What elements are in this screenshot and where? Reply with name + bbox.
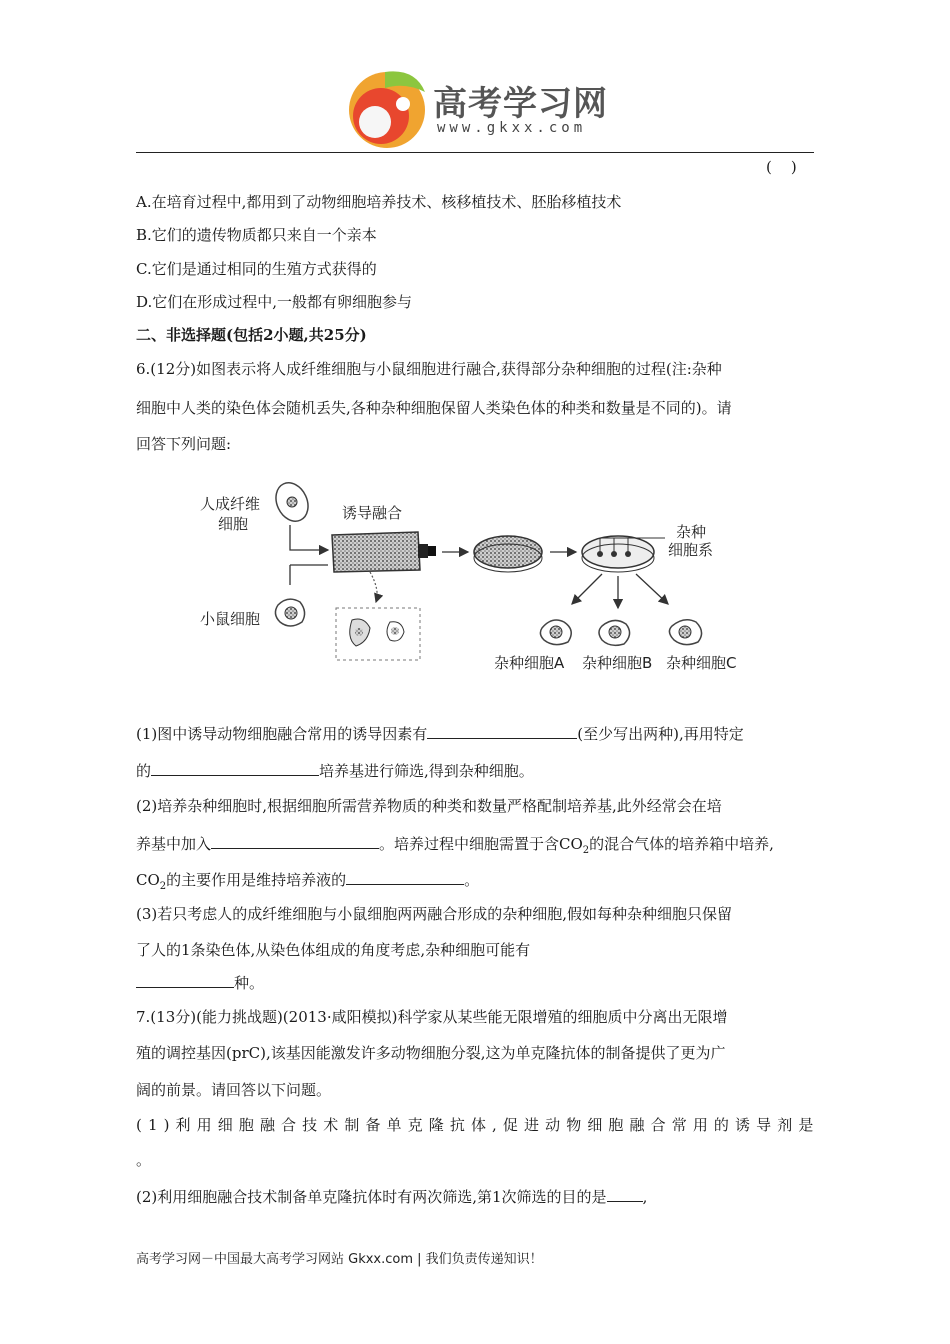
q6-part1-text-c: 的 (136, 762, 152, 780)
q6-part3-text-c: 种。 (234, 974, 265, 992)
q6-part2-line1: (2)培养杂种细胞时,根据细胞所需营养物质的种类和数量严格配制培养基,此外经常会在培 (136, 797, 722, 815)
label-hybrid-line-1: 杂种 (676, 523, 707, 541)
q7-part2-text: (2)利用细胞融合技术制备单克隆抗体时有两次筛选,第1次筛选的目的是 (136, 1188, 607, 1206)
q6-part2-line2 (136, 834, 774, 861)
label-hybrid-cell-c: 杂种细胞C (666, 654, 737, 672)
hybrid-cell-line-dish-icon (582, 536, 665, 572)
answer-blank[interactable] (136, 973, 234, 988)
answer-blank[interactable] (427, 724, 577, 739)
answer-parentheses: ( ) (766, 158, 797, 176)
option-d: D.它们在形成过程中,一般都有卵细胞参与 (136, 293, 413, 311)
q7-part1-line2: 。 (136, 1151, 152, 1169)
mouse-cell-icon (275, 599, 304, 626)
q6-part2-line3 (136, 870, 479, 897)
q6-part2-text-b: 养基中加入 (136, 835, 212, 853)
option-a: A.在培育过程中,都用到了动物细胞培养技术、核移植技术、胚胎移植技术 (136, 193, 622, 211)
q6-part2-text-c: 。培养过程中细胞需置于含CO (379, 835, 583, 853)
label-hybrid-cell-a: 杂种细胞A (494, 654, 565, 672)
culture-flask-icon (332, 532, 436, 572)
q6-part3-line2: 了人的1条染色体,从染色体组成的角度考虑,杂种细胞可能有 (136, 941, 531, 959)
label-induce-fusion: 诱导融合 (342, 504, 403, 522)
q6-part2-text-e: CO (136, 871, 160, 889)
brand-url[interactable]: www.gkxx.com (437, 120, 587, 136)
label-human-cell-1: 人成纤维 (200, 495, 261, 513)
cell-fusion-diagram (190, 480, 770, 680)
brand-name: 高考学习网 (433, 84, 608, 124)
logo-mark-icon (345, 62, 435, 152)
diagram-graphics (190, 480, 770, 680)
answer-blank[interactable] (151, 761, 319, 776)
q6-part2-sub-2: 2 (159, 881, 167, 892)
q7-stem-line1: 7.(13分)(能力挑战题)(2013·咸阳模拟)科学家从某些能无限增殖的细胞质中分离出无限增 (136, 1008, 728, 1026)
answer-blank[interactable] (607, 1187, 643, 1202)
site-logo[interactable] (345, 62, 625, 152)
q6-stem-line1: 6.(12分)如图表示将人成纤维细胞与小鼠细胞进行融合,获得部分杂种细胞的过程(注:杂种 (136, 360, 722, 378)
label-hybrid-line-2: 细胞系 (668, 541, 714, 559)
hybrid-cell-a-icon (540, 620, 571, 645)
answer-blank[interactable] (346, 870, 464, 885)
q6-part1-line2 (136, 761, 534, 781)
section-title: 二、非选择题(包括2小题,共25分) (136, 326, 367, 344)
q7-part2-end: , (642, 1188, 648, 1206)
label-mouse-cell: 小鼠细胞 (200, 610, 261, 628)
q7-stem-line2: 殖的调控基因(prC),该基因能激发许多动物细胞分裂,这为单克隆抗体的制备提供了更为广 (136, 1044, 726, 1062)
q6-part3-line1: (3)若只考虑人的成纤维细胞与小鼠细胞两两融合形成的杂种细胞,假如每种杂种细胞只保留 (136, 905, 733, 923)
q6-part2-text-f: 的主要作用是维持培养液的 (166, 871, 347, 889)
label-hybrid-cell-b: 杂种细胞B (582, 654, 653, 672)
q6-stem-line3: 回答下列问题: (136, 435, 232, 453)
page-footer: 高考学习网－中国最大高考学习网站 Gkxx.com | 我们负责传递知识！ (136, 1252, 543, 1267)
q7-part2-line1 (136, 1187, 647, 1207)
q6-part1-text-a: (1)图中诱导动物细胞融合常用的诱导因素有 (136, 725, 428, 743)
label-human-cell-2: 细胞 (218, 515, 249, 533)
answer-blank[interactable] (211, 834, 379, 849)
q6-part2-sub: 2 (582, 845, 590, 856)
q6-part1-text-b: (至少写出两种),再用特定 (577, 725, 744, 743)
option-c: C.它们是通过相同的生殖方式获得的 (136, 260, 377, 278)
q6-part2-text-g: 。 (464, 871, 480, 889)
q6-part1-line1 (136, 724, 744, 744)
q6-part3-line3 (136, 973, 264, 993)
q6-part1-text-d: 培养基进行筛选,得到杂种细胞。 (319, 762, 534, 780)
header-divider (136, 152, 814, 153)
q6-part2-text-d: 的混合气体的培养箱中培养, (589, 835, 774, 853)
option-b: B.它们的遗传物质都只来自一个亲本 (136, 226, 377, 244)
q6-stem-line2: 细胞中人类的染色体会随机丢失,各种杂种细胞保留人类染色体的种类和数量是不同的)。请 (136, 399, 732, 417)
q7-part1-line1: (1)利用细胞融合技术制备单克隆抗体,促进动物细胞融合常用的诱导剂是 (136, 1116, 820, 1134)
human-cell-icon (270, 480, 314, 526)
hybrid-cell-c-icon (669, 620, 701, 645)
hybrid-cell-b-icon (599, 620, 630, 645)
q7-stem-line3: 阔的前景。请回答以下问题。 (136, 1081, 332, 1099)
petri-dish-icon (474, 536, 542, 572)
